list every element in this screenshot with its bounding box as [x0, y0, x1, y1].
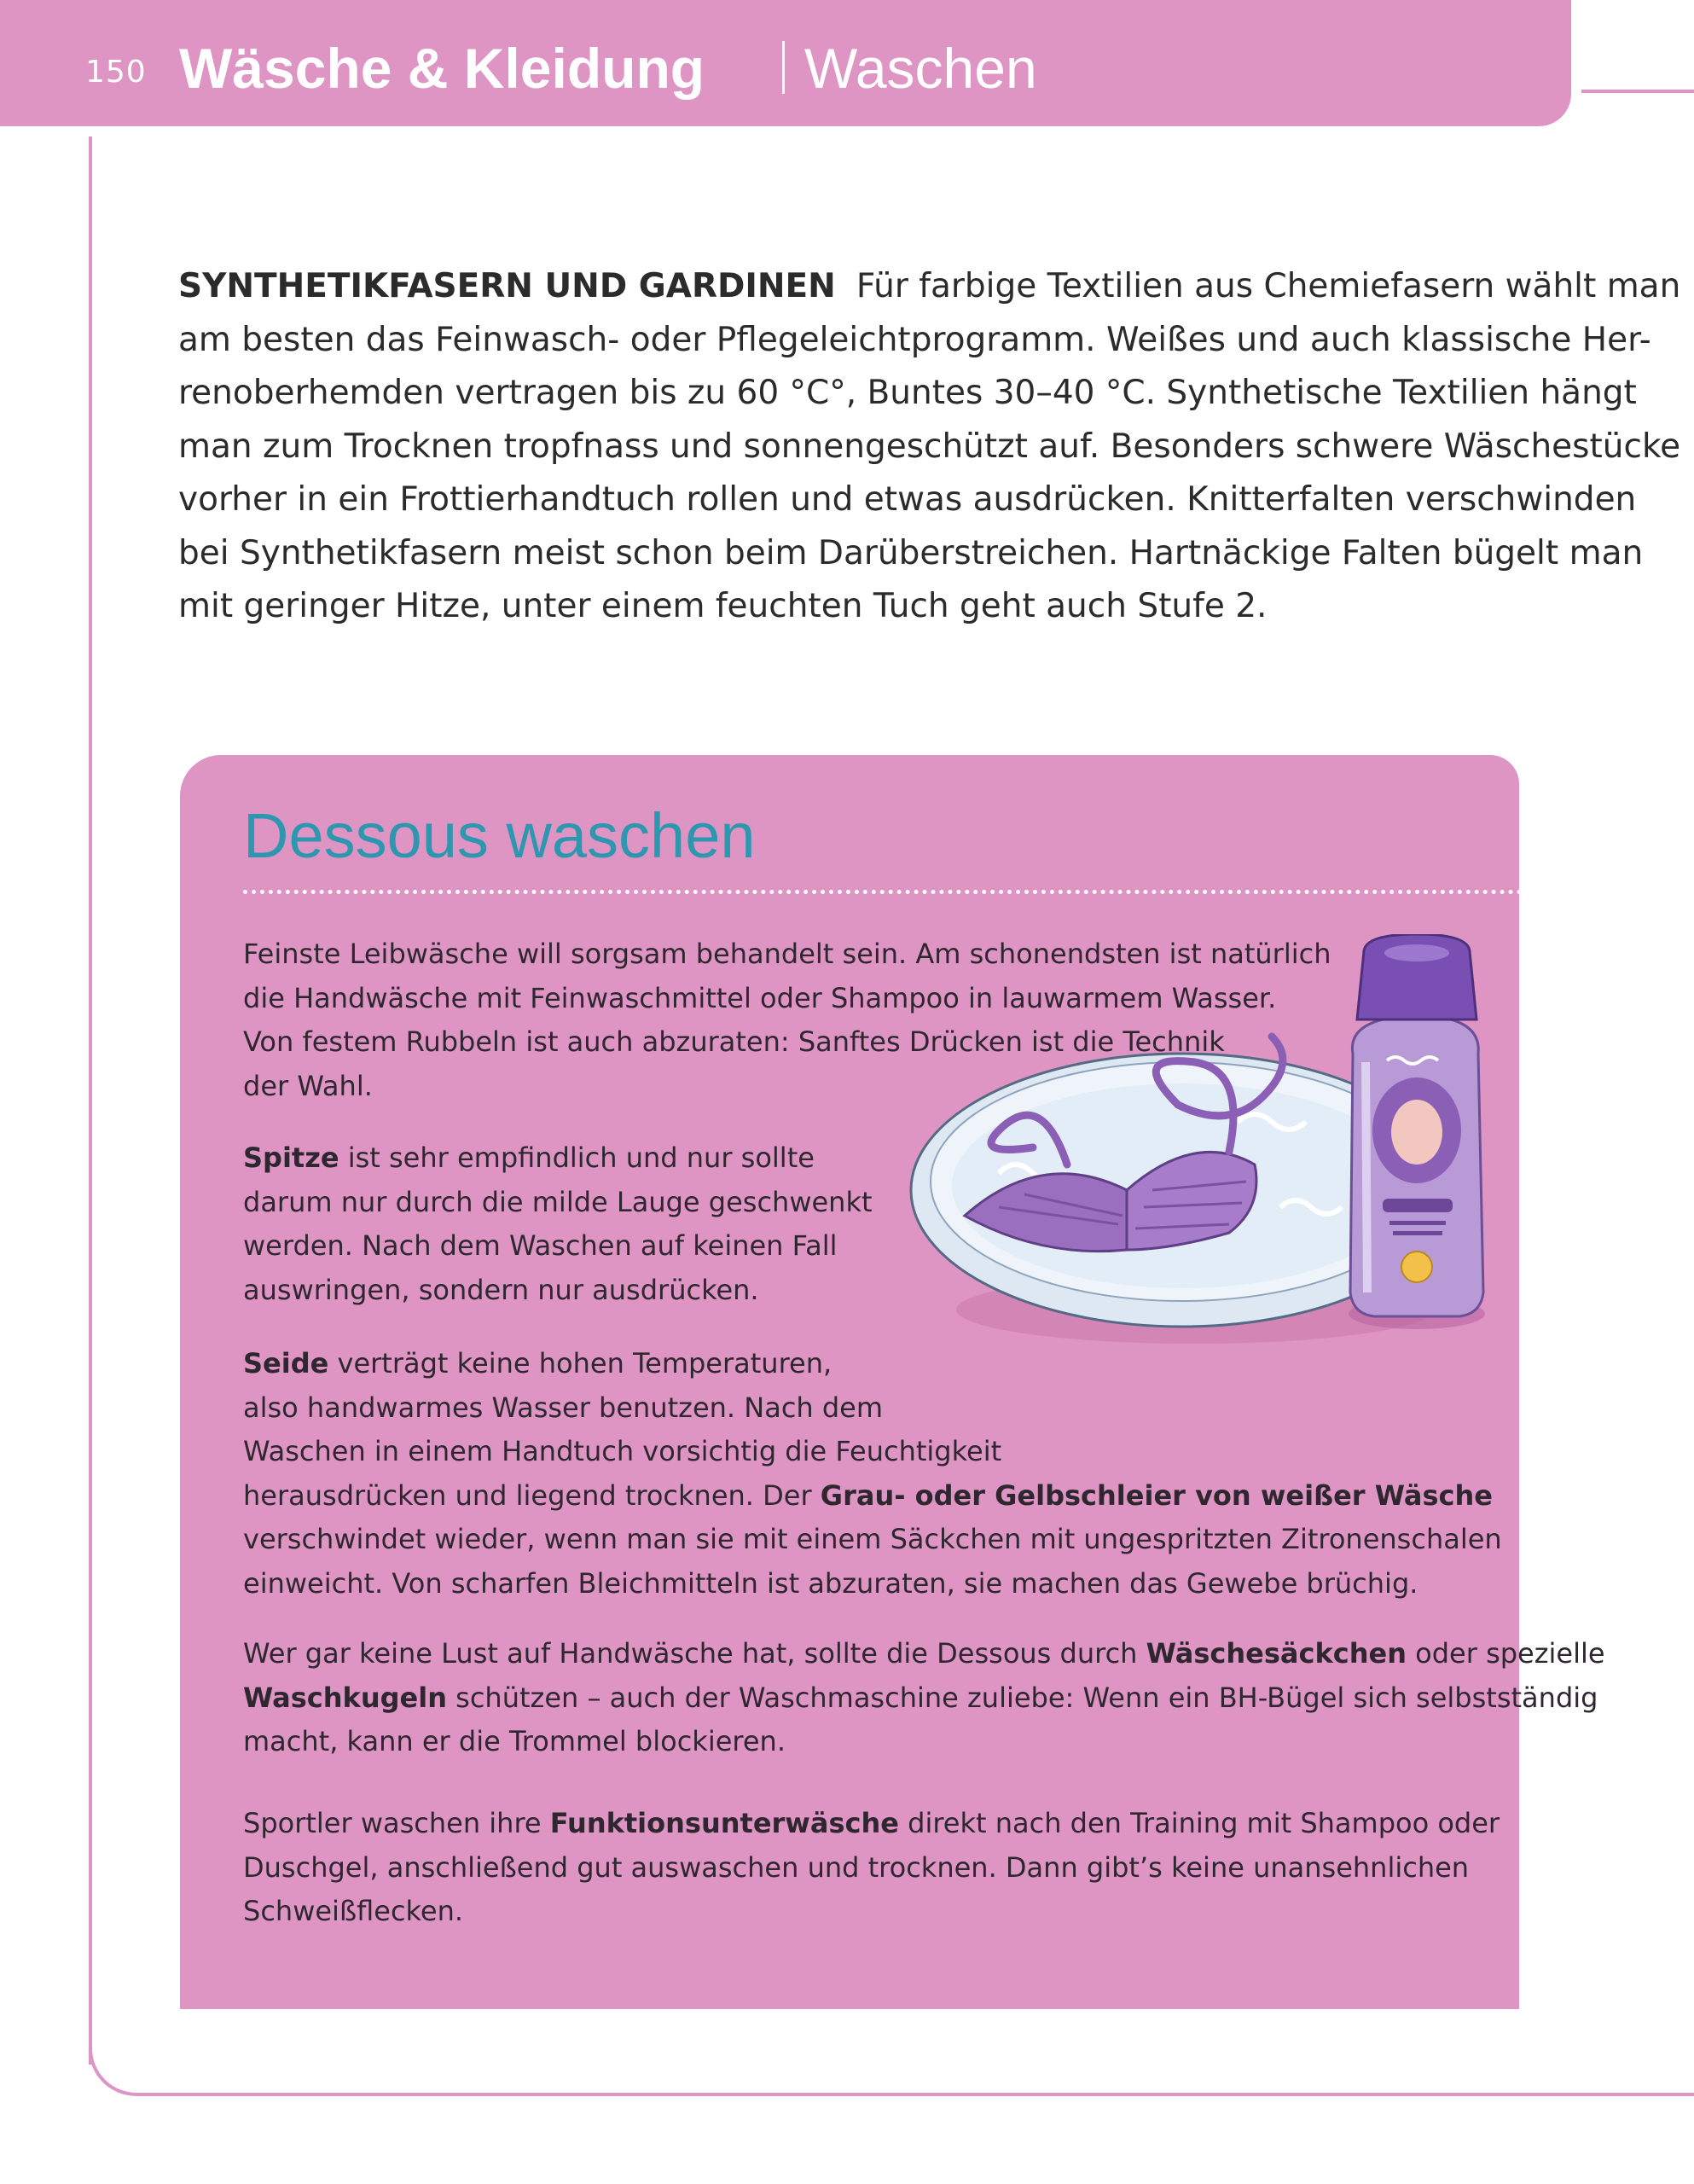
text-line: Wer gar keine Lust auf Handwäsche hat, sollte die Dessous durch [243, 1637, 1146, 1670]
frame-corner [89, 2048, 140, 2096]
paragraph-sportler [243, 1802, 1500, 1934]
text-line: Von festem Rubbeln ist auch abzuraten: Sanftes Drücken ist die Technik [243, 1025, 1225, 1058]
intro-line: am besten das Feinwasch- oder Pflegeleichtprogramm. Weißes und auch klassische Her- [178, 320, 1651, 359]
text-line: verträgt keine hohen Temperaturen, [328, 1347, 832, 1380]
intro-line: man zum Trocknen tropfnass und sonnengeschützt auf. Besonders schwere Wäschestücke [178, 427, 1681, 466]
bold-term: Grau- oder Gelbschleier von weißer Wäsche [820, 1478, 1493, 1512]
text-line: einweicht. Von scharfen Bleichmitteln ist abzuraten, sie machen das Gewebe brüchig. [243, 1566, 1418, 1600]
text-line: Waschen in einem Handtuch vorsichtig die Feuchtigkeit [243, 1435, 1002, 1467]
dotted-divider [243, 890, 1523, 894]
frame-bottom-border [138, 2093, 1694, 2096]
header-rule [1581, 90, 1694, 93]
paragraph-seide [243, 1342, 1502, 1606]
bold-term: Wäschesäckchen [1146, 1637, 1407, 1670]
intro-line: renoberhemden vertragen bis zu 60 °C°, Buntes 30–40 °C. Synthetische Textilien hängt [178, 374, 1637, 412]
paragraph-spitze [243, 1136, 873, 1312]
text-line: macht, kann er die Trommel blockieren. [243, 1725, 786, 1757]
label-brand [1383, 1199, 1453, 1212]
bold-term: Waschkugeln [243, 1681, 447, 1714]
intro-line: mit geringer Hitze, unter einem feuchten Tuch geht auch Stufe 2. [178, 587, 1268, 625]
frame-left-border [89, 136, 92, 2065]
label-line [1389, 1221, 1446, 1225]
text-line: Schweißflecken. [243, 1895, 464, 1927]
intro-line: bei Synthetikfasern meist schon beim Darüberstreichen. Hartnäckige Falten bügelt man [178, 533, 1644, 572]
box-title: Dessous waschen [243, 800, 756, 871]
subsection-title: Waschen [804, 37, 1037, 100]
text-line: werden. Nach dem Waschen auf keinen Fall [243, 1229, 838, 1262]
text-line: direkt nach den Training mit Shampoo oder [898, 1807, 1500, 1839]
text-line: schützen – auch der Waschmaschine zuliebe: Wenn ein BH-Bügel sich selbstständig [446, 1681, 1598, 1714]
text-line: der Wahl. [243, 1069, 373, 1102]
section-title: Wäsche & Kleidung [179, 37, 705, 100]
text-line: herausdrücken und liegend trocknen. Der [243, 1478, 821, 1512]
text-line: verschwindet wieder, wenn man sie mit einem Säckchen mit ungespritzten Zitronenschalen [243, 1523, 1502, 1555]
label-line [1393, 1231, 1442, 1235]
info-box [180, 755, 1605, 2009]
paragraph-waeschesaeckchen [243, 1632, 1605, 1764]
intro-paragraph [178, 260, 1681, 634]
text-line: auswringen, sondern nur ausdrücken. [243, 1273, 759, 1306]
label-seal-icon [1401, 1252, 1432, 1282]
intro-line: vorher in ein Frottierhandtuch rollen und etwas ausdrücken. Knitterfalten verschwinden [178, 480, 1637, 519]
page-number: 150 [85, 55, 147, 90]
text-line: Duschgel, anschließend gut auswaschen und trocknen. Dann gibt’s keine unansehnlichen [243, 1850, 1470, 1884]
bold-term: Funktionsunterwäsche [549, 1807, 899, 1839]
text-line: die Handwäsche mit Feinwaschmittel oder Shampoo in lauwarmem Wasser. [243, 981, 1277, 1014]
label-face-icon [1391, 1100, 1442, 1165]
title-separator [782, 41, 785, 94]
paragraph-intro [243, 932, 1331, 1108]
cap-top [1384, 944, 1449, 961]
intro-line: Für farbige Textilien aus Chemiefasern wählt man [856, 267, 1681, 305]
bold-term: Seide [243, 1347, 329, 1380]
text-line: darum nur durch die milde Lauge geschwenkt [243, 1185, 873, 1218]
text-line: oder spezielle [1406, 1637, 1605, 1670]
text-line: Feinste Leibwäsche will sorgsam behandelt sein. Am schonendsten ist natürlich [243, 938, 1331, 970]
intro-heading: SYNTHETIKFASERN UND GARDINEN [178, 267, 836, 305]
text-line: Sportler waschen ihre [243, 1807, 550, 1839]
bottle-highlight [1366, 1062, 1367, 1292]
text-line: ist sehr empfindlich und nur sollte [339, 1141, 815, 1174]
bold-term: Spitze [243, 1141, 339, 1174]
text-line: also handwarmes Wasser benutzen. Nach dem [243, 1391, 884, 1424]
